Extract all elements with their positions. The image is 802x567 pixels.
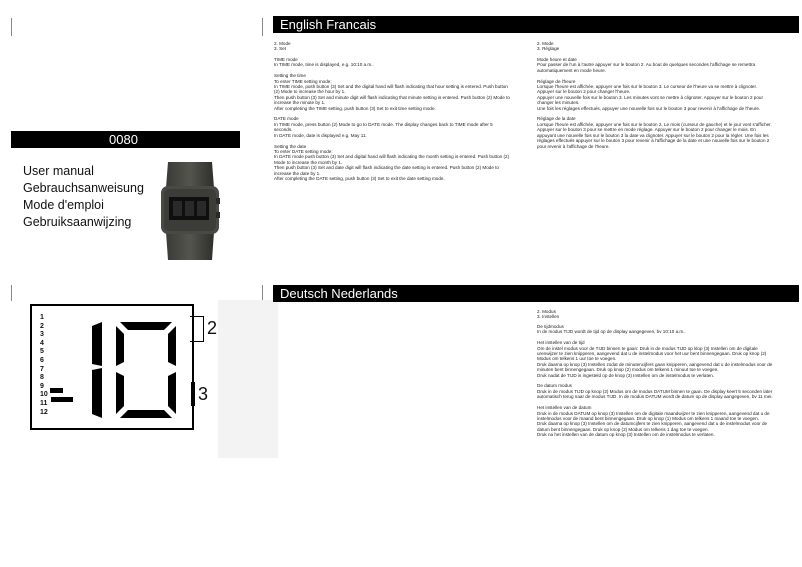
watch-image: [158, 160, 222, 262]
hour-label: 4: [40, 339, 44, 347]
section-header-en-fr: [273, 16, 799, 33]
section-title-de-nl: Deutsch Nederlands: [280, 286, 398, 301]
callout-3: 3: [198, 384, 209, 404]
mode-button-marker: [190, 316, 204, 342]
callout-2: 2: [207, 318, 218, 338]
page-panel: [218, 300, 278, 458]
section-title-en-fr: English Francais: [280, 17, 377, 32]
hour-label: 12: [40, 408, 48, 416]
hour-label: 9: [40, 382, 44, 390]
hour-label: 10: [40, 391, 48, 399]
hour-label: 7: [40, 365, 44, 373]
crop-mark: [262, 285, 263, 301]
hour-scale: [40, 314, 48, 417]
model-bar: [11, 131, 240, 148]
crop-mark: [11, 285, 12, 301]
manual-title-de: Gebrauchsanweisung: [23, 181, 144, 195]
segment-display: [50, 318, 190, 422]
hour-label: 8: [40, 374, 44, 382]
crop-mark: [262, 18, 263, 36]
hour-label: 1: [40, 314, 44, 321]
english-buttons: 2. Mode 3. Set: [274, 41, 291, 52]
manual-title-fr: Mode d'emploi: [23, 198, 104, 212]
french-instructions: Mode heure et date Pour passer de l'un à l'autre appuyer sur le bouton 2. Au bout de quelques secondes l'affichage se remettra automatiquement en mode heure. Réglage de l'heure Lorsque l'heure est affichée, appuyer une fois sur le bouton 3. Le curseur de l'heure va se mettre à clignoter. Appuyer sur le bouton 2 pour changer l'heure. Appuyer une nouvelle fois sur le bouton 3. Les minutes vont se mettre à clignoter. Appuyer sur le bouton 2 pour changer les minutes. Une fois les réglages effectués, appuyer une nouvelle fois sur le bouton 3 pour revenir à l'affichage de l'heure. Réglage de la date Lorsque l'heure est affichée, appuyer une fois sur le bouton 2. Le mois (curseur de gauche) et le jour vont s'afficher. Appuyer sur le bouton 3 pour se mettre en mode réglage. Appuyer sur le bouton 2 pour changer le mois. En appuyant une nouvelle fois sur le bouton 3 la date va clignoter. Appuyer sur le bouton 2 pour la régler. Une fois les réglages effectués appuyer sur le bouton 3 pour revenir à l'affichage de la date et une nouvelle fois sur le bouton 2 pour revenir à l'affichage de l'heure.: [537, 57, 772, 149]
set-button-marker: [191, 382, 195, 406]
hour-label: 6: [40, 356, 44, 364]
manual-titles: [23, 163, 144, 231]
hour-label: 3: [40, 331, 44, 339]
hour-label: 11: [40, 399, 48, 407]
french-buttons: 2. Mode 3. Réglage: [537, 41, 560, 52]
manual-title-nl: Gebruiksaanwijzing: [23, 215, 132, 229]
dutch-instructions: De tijdmodus In de modus TIJD wordt de tijd op de display aangegeven, bv 10:10 a.m.. Het instellen van de tijd Om de instel modus voor de TIJD binnen te gaan: Druk in de modus TIJD op klop (3) Instellen om de digitale urenwijzer te zien knipperen, aangevend dat u de instelmodus voor het uur bent binnengegaan. Druk op knop (2) Modus om telkens 1 uur toe te voegen. Druk daarna op knop (3) Instellen zodat de minutencijfers gaan knipperen, aangevend dat u de instelmodus voor de minuten bent binnengegaan. Druk op knop (2) modus om telkens 1 minuut toe te voegen. Druk nadat de TIJD is ingesteld op de knop (3) Instellen om de instelmodus te verlaten. De datum modus Druk in de modus TIJD op knop (2) Modus om de modus DATUM binnen te gaan. De display keert 5 seconden later automatisch terug naar de modus TIJD. In de modus DATUM wordt de datum op de display aangegeven, bv 11 mei. Het instellen van de datum Druk in de modus DATUM op knop (3) Instellen om de digitale maandwijzer te zien knipperen, aangevend dat u de instelmodus voor de maand bent binnengegaan. Druk op knop (1) Modus om telkens 1 maand toe te voegen. Druk daarna op knop (3) Instellen om de datumcijfers te zien knipperen, aangevend dat u de instelmodus voor de datum bent binnengegaan. Druk op knop (2) Modus om telkens 1 dag toe te voegen. Druk na het instellen van de datum op knop (3) Instellen om de instelmodus te verlaten.: [537, 324, 773, 438]
hour-label: 2: [40, 322, 44, 330]
hour-label: 5: [40, 348, 44, 356]
dutch-buttons: 2. Modus 3. Instellen: [537, 309, 560, 320]
section-header-de-nl: [273, 285, 799, 302]
manual-title-en: User manual: [23, 164, 94, 178]
english-instructions: TIME mode In TIME mode, time is displayed, e.g. 10:10 a.m.. Setting the time To enter TIME setting mode: In TIME mode, push button (3) Set and the digital hand will flash indicating that hour setting is entered. Push button (2) Mode to increase the hour by 1. Then push button (3) Set and minute digit will flash indicating that minute setting is entered. Push button (2) Mode to increase the minute by 1. After completing the TIME setting, push button (3) Set to exit time setting mode. DATE mode In TIME mode, press button (2) Mode to go to DATE mode. The display changes back to TIME mode after 5 seconds. In DATE mode, date is displayed e.g. May 11. Setting the date To enter DATE setting mode: In DATE mode push button (3) Set and digital hand will flash indicating the month setting is entered. Push button (2) Mode to increase the month by 1. Then push button (3) Set and date digit will flash indicating the date setting is entered. Push button (2) Mode to increase the date by 1. After completing the DATE setting, push button (3) Set to exit the date setting mode.: [274, 57, 510, 181]
model-number: 0080: [109, 132, 138, 147]
crop-mark: [11, 18, 12, 36]
watch-display-diagram: [30, 304, 194, 430]
